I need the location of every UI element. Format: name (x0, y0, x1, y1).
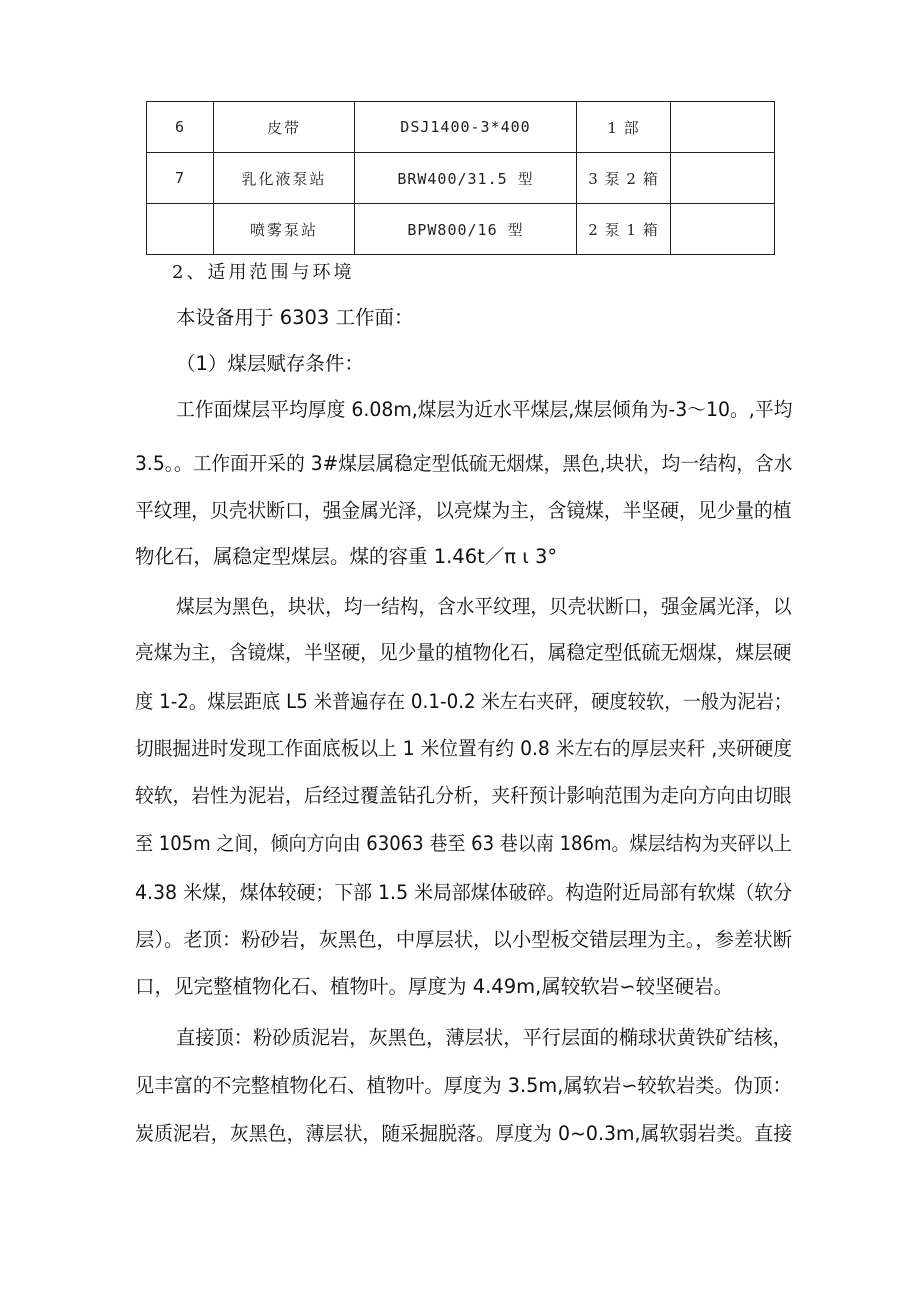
equipment-name-cell: 喷雾泵站 (214, 204, 355, 255)
remark-cell (671, 102, 775, 153)
remark-cell (671, 204, 775, 255)
body-line: 度 1-2。煤层距底 L5 米普遍存在 0.1-0.2 米左右夹砰，硬度较软，一般为泥岩； (135, 690, 793, 713)
section-heading: 2、适用范围与环境 (172, 262, 355, 283)
body-line: 煤层为黑色，块状，均一结构，含水平纹理，贝壳状断口，强金属光泽，以 (176, 595, 792, 618)
model-cell: BPW800/16 型 (355, 204, 577, 255)
body-line: （1）煤层赋存条件： (176, 352, 364, 375)
model-cell: DSJ1400-3*400 (355, 102, 577, 153)
equipment-name-cell: 乳化液泵站 (214, 153, 355, 204)
body-line: 平纹理，贝壳状断口，强金属光泽，以亮煤为主，含镜煤，半坚硬，见少量的植 (135, 499, 792, 522)
body-line: 切眼掘进时发现工作面底板以上 1 米位置有约 0.8 米左右的厚层夹秆 ,夹研硬度 (135, 737, 793, 760)
body-line: 4.38 米煤，煤体较硬；下部 1.5 米局部煤体破碎。构造附近局部有软煤（软分 (135, 881, 793, 904)
body-line: 3.5。。工作面开采的 3#煤层属稳定型低硫无烟煤，黑色,块状，均一结构，含水 (135, 452, 793, 475)
body-line: 口，见完整植物化石、植物叶。厚度为 4.49m,属较软岩∽较坚硬岩。 (135, 975, 734, 998)
remark-cell (671, 153, 775, 204)
body-line: 直接顶：粉砂质泥岩，灰黑色，薄层状，平行层面的椭球状黄铁矿结核， (176, 1026, 793, 1049)
quantity-cell: 1 部 (577, 102, 671, 153)
body-line: 工作面煤层平均厚度 6.08m,煤层为近水平煤层,煤层倾角为-3～10。,平均 (176, 398, 793, 421)
body-line: 亮煤为主，含镜煤，半坚硬，见少量的植物化石，属稳定型低硫无烟煤，煤层硬 (135, 641, 792, 664)
table-row (147, 153, 775, 204)
equipment-name-cell: 皮带 (214, 102, 355, 153)
row-number-cell: 6 (147, 102, 214, 153)
body-line: 至 105m 之间，倾向方向由 63063 巷至 63 巷以南 186m。煤层结构为夹砰以上 (135, 832, 792, 855)
quantity-cell: 3 泵 2 箱 (577, 153, 671, 204)
body-line: 层）。老顶：粉砂岩，灰黑色，中厚层状，以小型板交错层理为主。，参差状断 (135, 928, 793, 951)
model-cell: BRW400/31.5 型 (355, 153, 577, 204)
row-number-cell: 7 (147, 153, 214, 204)
body-line: 炭质泥岩，灰黑色，薄层状，随采掘脱落。厚度为 0~0.3m,属软弱岩类。直接 (135, 1122, 793, 1145)
quantity-cell: 2 泵 1 箱 (577, 204, 671, 255)
body-line: 本设备用于 6303 工作面： (176, 306, 414, 329)
equipment-table (146, 101, 775, 255)
table-row (147, 204, 775, 255)
body-line: 物化石，属稳定型煤层。煤的容重 1.46t／π ι 3° (135, 545, 558, 568)
body-line: 较软，岩性为泥岩，后经过覆盖钻孔分析，夹秆预计影响范围为走向方向由切眼 (135, 784, 792, 807)
body-line: 见丰富的不完整植物化石、植物叶。厚度为 3.5m,属软岩∽较软岩类。伪顶： (135, 1074, 792, 1097)
row-number-cell (147, 204, 214, 255)
table-row (147, 102, 775, 153)
